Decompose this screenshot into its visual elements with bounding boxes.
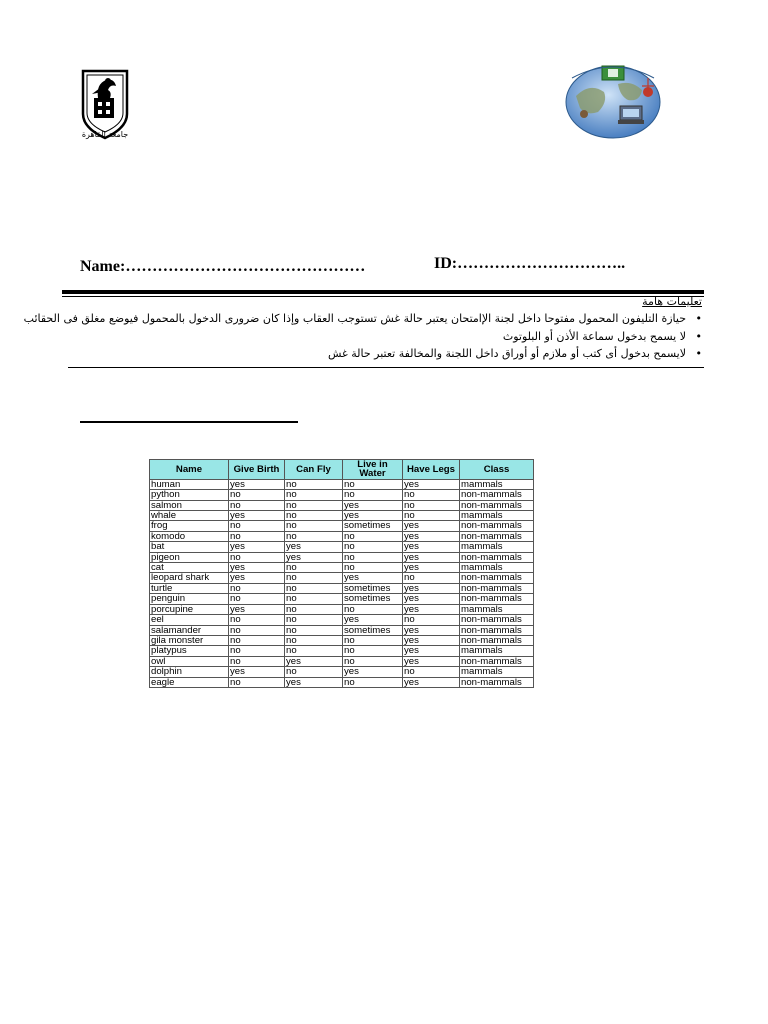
cell-live-in-water: no	[343, 604, 403, 614]
cell-have-legs: yes	[403, 563, 460, 573]
cell-have-legs: yes	[403, 635, 460, 645]
cell-have-legs: yes	[403, 594, 460, 604]
cell-live-in-water: yes	[343, 511, 403, 521]
cell-have-legs: yes	[403, 677, 460, 687]
cell-name: platypus	[150, 646, 229, 656]
cell-have-legs: yes	[403, 583, 460, 593]
table-row	[150, 511, 534, 521]
cell-have-legs: no	[403, 615, 460, 625]
cell-give-birth: no	[229, 677, 285, 687]
cell-give-birth: no	[229, 521, 285, 531]
column-header-live-in-water: Live in Water	[343, 460, 403, 480]
table-row	[150, 615, 534, 625]
divider-bottom	[68, 367, 704, 368]
cell-class: mammals	[460, 667, 534, 677]
table-row	[150, 583, 534, 593]
cell-class: mammals	[460, 563, 534, 573]
cell-class: non-mammals	[460, 635, 534, 645]
cell-live-in-water: sometimes	[343, 594, 403, 604]
cell-have-legs: yes	[403, 479, 460, 489]
cell-can-fly: no	[285, 635, 343, 645]
cell-name: porcupine	[150, 604, 229, 614]
table-header-row	[150, 460, 534, 480]
table-row	[150, 500, 534, 510]
university-logo-caption: جامعة القاهرة	[81, 130, 129, 139]
cell-give-birth: yes	[229, 542, 285, 552]
cell-can-fly: no	[285, 625, 343, 635]
cell-have-legs: no	[403, 667, 460, 677]
cell-class: mammals	[460, 511, 534, 521]
cell-give-birth: no	[229, 490, 285, 500]
cell-can-fly: no	[285, 521, 343, 531]
table-body	[150, 479, 534, 687]
cell-give-birth: yes	[229, 479, 285, 489]
column-header-have-legs: Have Legs	[403, 460, 460, 480]
cell-can-fly: no	[285, 531, 343, 541]
cell-can-fly: no	[285, 500, 343, 510]
instruction-item: • لا يسمح بدخول سماعة الأذن أو البلوتوث	[62, 328, 702, 346]
instructions-block	[23, 294, 702, 363]
cell-live-in-water: no	[343, 677, 403, 687]
table-row	[150, 521, 534, 531]
cell-name: eel	[150, 615, 229, 625]
cell-give-birth: no	[229, 594, 285, 604]
table-row	[150, 542, 534, 552]
faculty-logo	[562, 62, 664, 140]
id-field[interactable]: ID:…………………………..	[434, 255, 626, 272]
cell-have-legs: yes	[403, 646, 460, 656]
cell-can-fly: no	[285, 583, 343, 593]
cell-have-legs: yes	[403, 656, 460, 666]
cell-name: salamander	[150, 625, 229, 635]
cell-class: non-mammals	[460, 573, 534, 583]
cell-live-in-water: no	[343, 646, 403, 656]
table-row	[150, 490, 534, 500]
cell-have-legs: no	[403, 500, 460, 510]
cell-name: leopard shark	[150, 573, 229, 583]
table-row	[150, 625, 534, 635]
cell-name: pigeon	[150, 552, 229, 562]
table-row	[150, 656, 534, 666]
cell-live-in-water: no	[343, 656, 403, 666]
table-row	[150, 479, 534, 489]
cell-live-in-water: no	[343, 542, 403, 552]
cell-live-in-water: no	[343, 479, 403, 489]
cell-give-birth: no	[229, 583, 285, 593]
cell-name: dolphin	[150, 667, 229, 677]
cell-class: non-mammals	[460, 583, 534, 593]
column-header-name: Name	[150, 460, 229, 480]
cell-live-in-water: no	[343, 531, 403, 541]
cell-name: turtle	[150, 583, 229, 593]
cell-give-birth: yes	[229, 563, 285, 573]
cell-have-legs: no	[403, 490, 460, 500]
instructions-list	[23, 310, 702, 363]
cell-live-in-water: yes	[343, 667, 403, 677]
cell-have-legs: yes	[403, 625, 460, 635]
cell-class: non-mammals	[460, 656, 534, 666]
column-header-can-fly: Can Fly	[285, 460, 343, 480]
table-row	[150, 667, 534, 677]
cell-class: non-mammals	[460, 552, 534, 562]
cell-give-birth: no	[229, 531, 285, 541]
cell-can-fly: yes	[285, 677, 343, 687]
instructions-title: تعليمات هامة	[642, 295, 702, 308]
name-field[interactable]: Name:………………………………………	[80, 258, 366, 275]
cell-have-legs: yes	[403, 531, 460, 541]
table-row	[150, 677, 534, 687]
cell-live-in-water: sometimes	[343, 521, 403, 531]
globe-logo-icon	[562, 62, 664, 140]
cell-can-fly: no	[285, 511, 343, 521]
cell-name: human	[150, 479, 229, 489]
cell-can-fly: yes	[285, 656, 343, 666]
cell-give-birth: yes	[229, 604, 285, 614]
cell-can-fly: no	[285, 490, 343, 500]
cell-name: eagle	[150, 677, 229, 687]
cell-give-birth: no	[229, 656, 285, 666]
cell-give-birth: no	[229, 615, 285, 625]
cell-live-in-water: yes	[343, 573, 403, 583]
cell-have-legs: no	[403, 511, 460, 521]
cell-class: non-mammals	[460, 490, 534, 500]
table-row	[150, 531, 534, 541]
cell-give-birth: yes	[229, 511, 285, 521]
cell-can-fly: yes	[285, 542, 343, 552]
cell-live-in-water: no	[343, 552, 403, 562]
cell-can-fly: no	[285, 479, 343, 489]
cell-have-legs: yes	[403, 521, 460, 531]
cell-class: mammals	[460, 542, 534, 552]
cell-give-birth: yes	[229, 573, 285, 583]
cell-give-birth: yes	[229, 667, 285, 677]
cell-give-birth: no	[229, 635, 285, 645]
cell-have-legs: yes	[403, 552, 460, 562]
cell-can-fly: no	[285, 667, 343, 677]
cell-class: mammals	[460, 646, 534, 656]
cell-class: non-mammals	[460, 500, 534, 510]
cell-can-fly: yes	[285, 552, 343, 562]
cell-can-fly: no	[285, 563, 343, 573]
table-row	[150, 573, 534, 583]
cell-live-in-water: no	[343, 563, 403, 573]
cell-give-birth: no	[229, 646, 285, 656]
cell-can-fly: no	[285, 594, 343, 604]
cell-class: non-mammals	[460, 594, 534, 604]
cell-name: whale	[150, 511, 229, 521]
cell-live-in-water: no	[343, 635, 403, 645]
cell-name: frog	[150, 521, 229, 531]
cell-live-in-water: sometimes	[343, 625, 403, 635]
cell-name: bat	[150, 542, 229, 552]
instruction-item: • لايسمح بدخول أى كتب أو ملازم أو أوراق داخل اللجنة والمخالفة تعتبر حالة غش	[62, 345, 702, 363]
cell-live-in-water: yes	[343, 500, 403, 510]
cell-name: salmon	[150, 500, 229, 510]
table-row	[150, 604, 534, 614]
instruction-item: • حيازة التليفون المحمول مفتوحا داخل لجنة الإامتحان يعتبر حالة غش تستوجب العقاب وإذا كان ضرورى الدخول بالمحمول فيوضع مغلق فى الحقائب	[62, 310, 702, 328]
table-row	[150, 563, 534, 573]
cell-have-legs: yes	[403, 542, 460, 552]
university-logo	[78, 68, 132, 144]
cell-live-in-water: yes	[343, 615, 403, 625]
table-row	[150, 594, 534, 604]
cell-can-fly: no	[285, 615, 343, 625]
cell-name: komodo	[150, 531, 229, 541]
answer-line	[80, 421, 298, 423]
cell-live-in-water: no	[343, 490, 403, 500]
table-row	[150, 552, 534, 562]
cell-can-fly: no	[285, 646, 343, 656]
cell-can-fly: no	[285, 604, 343, 614]
cell-name: penguin	[150, 594, 229, 604]
cell-class: mammals	[460, 604, 534, 614]
table-row	[150, 635, 534, 645]
cell-give-birth: no	[229, 500, 285, 510]
cell-have-legs: yes	[403, 604, 460, 614]
cell-name: gila monster	[150, 635, 229, 645]
column-header-give-birth: Give Birth	[229, 460, 285, 480]
cell-live-in-water: sometimes	[343, 583, 403, 593]
table-row	[150, 646, 534, 656]
cell-have-legs: no	[403, 573, 460, 583]
cell-class: non-mammals	[460, 531, 534, 541]
cell-class: non-mammals	[460, 521, 534, 531]
animals-data-table	[149, 459, 534, 688]
cell-can-fly: no	[285, 573, 343, 583]
cell-give-birth: no	[229, 625, 285, 635]
cell-give-birth: no	[229, 552, 285, 562]
cell-name: cat	[150, 563, 229, 573]
cell-name: owl	[150, 656, 229, 666]
cell-class: non-mammals	[460, 625, 534, 635]
cell-class: non-mammals	[460, 677, 534, 687]
cell-class: mammals	[460, 479, 534, 489]
column-header-class: Class	[460, 460, 534, 480]
cell-class: non-mammals	[460, 615, 534, 625]
cell-name: python	[150, 490, 229, 500]
